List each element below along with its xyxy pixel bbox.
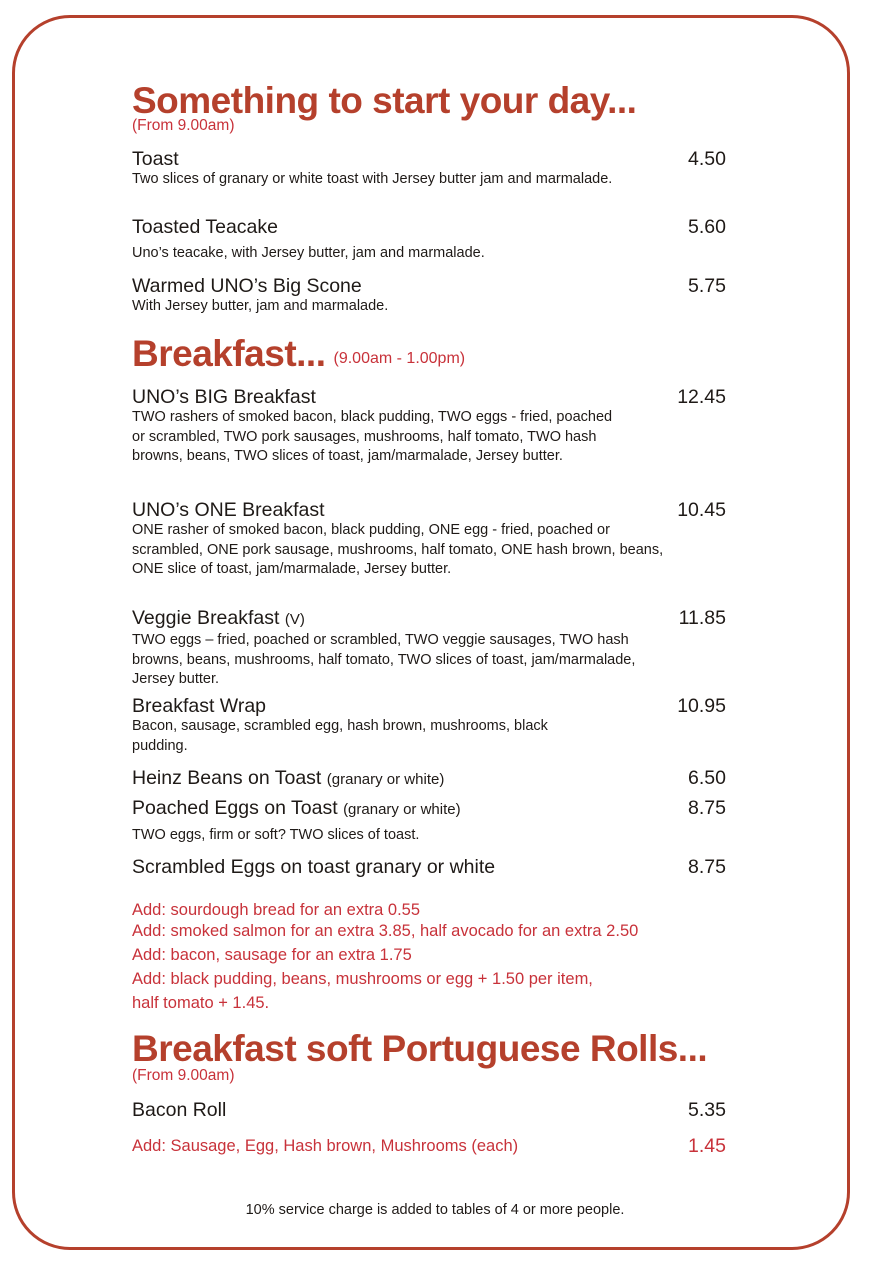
item-name-text: Heinz Beans on Toast: [132, 767, 322, 789]
item-name: UNO’s ONE Breakfast: [132, 499, 325, 521]
item-note: (granary or white): [326, 771, 445, 788]
item-name: UNO’s BIG Breakfast: [132, 386, 316, 408]
item-price: 5.75: [688, 275, 726, 297]
menu-item-scrambled-eggs: [132, 856, 728, 878]
item-name: Breakfast Wrap: [132, 695, 267, 717]
item-note: (granary or white): [343, 801, 461, 818]
item-name: Scrambled Eggs on toast granary or white: [132, 856, 496, 878]
item-description: Uno’s teacake, with Jersey butter, jam and marmalade.: [132, 245, 485, 261]
item-name: Bacon Roll: [132, 1099, 227, 1121]
addon-line: Add: smoked salmon for an extra 3.85, half avocado for an extra 2.50: [132, 922, 639, 940]
item-description: Two slices of granary or white toast with Jersey butter jam and marmalade.: [132, 171, 613, 187]
section-title-portuguese-rolls: Breakfast soft Portuguese Rolls...: [132, 1028, 708, 1069]
section-subtitle-start-your-day: (From 9.00am): [132, 117, 235, 134]
addon-text: Add: Sausage, Egg, Hash brown, Mushrooms (each): [132, 1137, 519, 1155]
menu-item-breakfast-wrap: [132, 695, 728, 756]
item-price: 8.75: [688, 856, 726, 878]
item-name: Toast: [132, 148, 179, 170]
item-description: With Jersey butter, jam and marmalade.: [132, 298, 389, 314]
item-price: 6.50: [688, 767, 726, 789]
addon-line: Add: bacon, sausage for an extra 1.75: [132, 946, 412, 964]
item-price: 5.35: [688, 1099, 726, 1121]
item-price: 4.50: [688, 148, 726, 170]
service-charge-note: 10% service charge is added to tables of 4 or more people.: [245, 1202, 625, 1218]
menu-item-veggie-breakfast: [132, 607, 728, 690]
item-name: Warmed UNO’s Big Scone: [132, 275, 362, 297]
section-subtitle-portuguese-rolls: (From 9.00am): [132, 1067, 235, 1084]
menu-item-one-breakfast: [132, 499, 728, 580]
item-price: 10.95: [677, 695, 726, 717]
item-description: TWO eggs – fried, poached or scrambled, TWO veggie sausages, TWO hash browns, beans, mushrooms, half tomato, TWO slices of toast, jam/marmalade, Jersey butter.: [132, 632, 636, 688]
menu-item-bacon-roll: [132, 1099, 728, 1121]
addon-line: Add: sourdough bread for an extra 0.55: [132, 901, 421, 919]
item-description: Bacon, sausage, scrambled egg, hash brown, mushrooms, black pudding.: [132, 718, 548, 754]
menu-item-big-breakfast: [132, 386, 728, 467]
item-name: [132, 767, 728, 791]
menu-item-poached-eggs: [132, 797, 728, 846]
section-subtitle-breakfast: (9.00am - 1.00pm): [333, 350, 466, 367]
menu-item-toasted-teacake: [132, 216, 728, 264]
item-name: [132, 607, 728, 631]
addon-line: Add: black pudding, beans, mushrooms or egg + 1.50 per item,: [132, 970, 593, 988]
item-name-text: Poached Eggs on Toast: [132, 797, 338, 819]
vegetarian-badge: (V): [284, 611, 305, 628]
menu-item-toast: [132, 148, 728, 190]
addon-price: 1.45: [688, 1135, 726, 1157]
item-name: Toasted Teacake: [132, 216, 278, 238]
section-title-start-your-day: Something to start your day...: [132, 80, 637, 121]
item-price: 11.85: [678, 607, 726, 629]
item-price: 8.75: [688, 797, 726, 819]
item-name-text: Veggie Breakfast: [132, 607, 280, 629]
addon-line: half tomato + 1.45.: [132, 994, 270, 1012]
menu-item-beans-on-toast: [132, 767, 728, 791]
item-price: 5.60: [688, 216, 726, 238]
item-name: [132, 797, 728, 821]
item-description: TWO eggs, firm or soft? TWO slices of toast.: [132, 827, 420, 843]
item-price: 12.45: [677, 386, 726, 408]
section-title-breakfast: [132, 335, 465, 372]
item-description: ONE rasher of smoked bacon, black pudding, ONE egg - fried, poached or scrambled, ONE pork sausage, mushrooms, half tomato, ONE hash brown, beans, ONE slice of toast, jam/marmalade, Jersey butter.: [132, 522, 664, 578]
menu-item-big-scone: [132, 275, 728, 317]
addon-roll-extras: [132, 1135, 728, 1157]
section-title-text: Breakfast...: [132, 333, 326, 374]
item-price: 10.45: [677, 499, 726, 521]
item-description: TWO rashers of smoked bacon, black pudding, TWO eggs - fried, poached or scrambled, TWO pork sausages, mushrooms, half tomato, TWO hash browns, beans, TWO slices of toast, jam/marmalade, Jersey butter.: [132, 409, 613, 465]
